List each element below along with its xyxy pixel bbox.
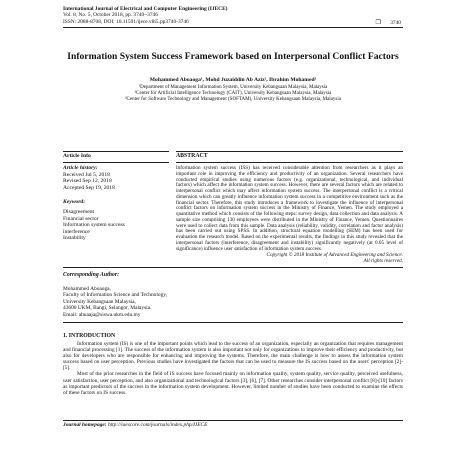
introduction-heading: 1. INTRODUCTION: [63, 333, 116, 339]
history-revised: Revised Sep 12, 2018: [63, 178, 112, 185]
keyword-item: Information system success: [63, 222, 125, 229]
journal-name: International Journal of Electrical and Computer Engineering (IJECE): [63, 6, 228, 12]
header-right: [375, 19, 401, 26]
keyword-item: Financial sector: [63, 215, 99, 222]
intro-paragraph: Most of the prior researches in the field of IS success have focused mainly on information quality, system quality, service quality, perceived usefulness, user satisfaction, user perception, and also organizational and technological factors [3], [6], [7]. Other researches consider interpersonal conflict [8]-[10] factors as important predictors of the success in the information system development. However, limited number of studies have been conducted to examine the effects of these factors on IS success.: [63, 371, 403, 396]
keyword-item: Disagreement: [63, 209, 95, 216]
keyword-item: interference: [63, 228, 90, 235]
homepage-link[interactable]: http://iaescore.com/journals/index.php/IJECE: [107, 422, 208, 428]
affiliation-1: ¹Department of Management Information System, University Kebangsaan Malaysia, Malaysia: [138, 85, 328, 90]
journal-footer: [63, 422, 207, 428]
journal-header: [63, 6, 403, 25]
rights-line: All rights reserved.: [363, 257, 403, 264]
corr-email: Email: abuaaja@siswa.ukm.edu.my: [63, 311, 141, 318]
keyword-heading: Keyword:: [63, 199, 86, 206]
intro-paragraph: Information system (IS) is one of the important points which lead to the success of an organization, especially an organization that requires management and financial processing [1]. The success of the information system is also important not only for organizations to improve their efficiency and productivity, but also for developers who are responsible for enhancing and improving the systems. Therefore, the main challenge is how to assess the information system success based on user perception. Previous studies have investigated the factors that can be used to measure the IS success based on the users' perception [2]-[5].: [63, 341, 403, 372]
introduction-body: [63, 341, 403, 396]
author-list: Mohammed Aboaoga¹, Mohd Juzaiddin Ab Aziz², Ibrahim Mohamed³: [149, 77, 317, 83]
footer-divider: [63, 420, 403, 421]
affiliation-2: ²Center for Artificial Intelligence Technology (CAIT), University Kebangsaan Malaysia, Malaysia: [134, 90, 332, 96]
history-accepted: Accepted Sep 19, 2018: [63, 184, 115, 191]
corresponding-author-block: [63, 286, 263, 318]
corresponding-author-heading: Corresponding Author:: [63, 272, 120, 278]
abstract-text: Information system success (ISS) has received considerable attention from researchers as it plays an important role in improving the efficiency and productivity of an organization. Several researchers have conducted empirical studies using numerous factors (e.g. organizational, technological, and individual factors) which affect the information system success. However, there are several factors which are related to interpersonal conflict which may affect information system success. The interpersonal conflict is a critical dimension which can greatly influence information system success in a competitive environment such as the financial sector. Therefore, this study introduces a framework to investigate the influence of interpersonal conflict factors on information system success in the Ministry of Finance, Yemen. The study employed a quantitative method which consists of the following steps: survey design, data collection and data analysis. A sample size comprising 130 employees were distributed in the Ministry of Finance, Yemen. Questionnaires were used to collect data from this sample. Data analysis (reliability, validity, correlation and factor analysis) has been carried out using SPSS. In addition, structural equation modelling (SEM) has been used for evaluation the research model. Based on the experimental results, the findings in this study revealed that the interpersonal factors (interference, disagreement and instability) significantly negatively (at 0.05 level of significance) influence user satisfaction of information system success.: [176, 165, 403, 252]
corr-address: 43600 UKM, Bangi, Selangor, Malaysia.: [63, 305, 152, 312]
page-number: 3740: [390, 20, 401, 26]
document-icon: ❒: [375, 20, 381, 26]
affiliation-3: ³Center for Software Technology and Management (SOFTAM), University Kebangsaan Malaysia, Malaysia: [125, 96, 341, 102]
article-info-top-rule: [63, 151, 169, 152]
corr-university: University Kebangsaan Malaysia,: [63, 298, 136, 305]
corr-faculty: Faculty of Information Science and Technology,: [63, 292, 167, 299]
header-divider: [63, 27, 403, 28]
article-info: [63, 153, 169, 241]
keyword-item: Instability: [63, 235, 86, 242]
abstract-heading: ABSTRACT: [176, 153, 208, 159]
copyright-line: Copyright © 2018 Institute of Advanced Engineering and Science.: [266, 252, 403, 258]
abstract-heading-rule: [176, 162, 403, 163]
affiliations: [63, 85, 403, 103]
history-received: Received Jul 5, 2018: [63, 171, 110, 178]
abstract-bottom-rule: [63, 267, 403, 268]
homepage-label: Journal homepage:: [63, 422, 107, 428]
abstract-top-rule: [176, 151, 403, 152]
article-info-heading: Article Info: [63, 153, 91, 159]
paper-title: Information System Success Framework based on Interpersonal Conflict Factors: [67, 51, 399, 62]
copyright-notice: [176, 253, 403, 265]
article-history-heading: Article history:: [63, 165, 98, 172]
volume-line: Vol. 8, No. 5, October 2018, pp. 3740~3746: [63, 12, 158, 19]
corr-name: Mohammed Aboaoga,: [63, 286, 111, 292]
corresponding-bottom-rule: [63, 322, 403, 323]
issn-line: ISSN: 2088-8708, DOI: 10.11591/ijece.v8i5.pp3740-3746: [63, 18, 189, 25]
